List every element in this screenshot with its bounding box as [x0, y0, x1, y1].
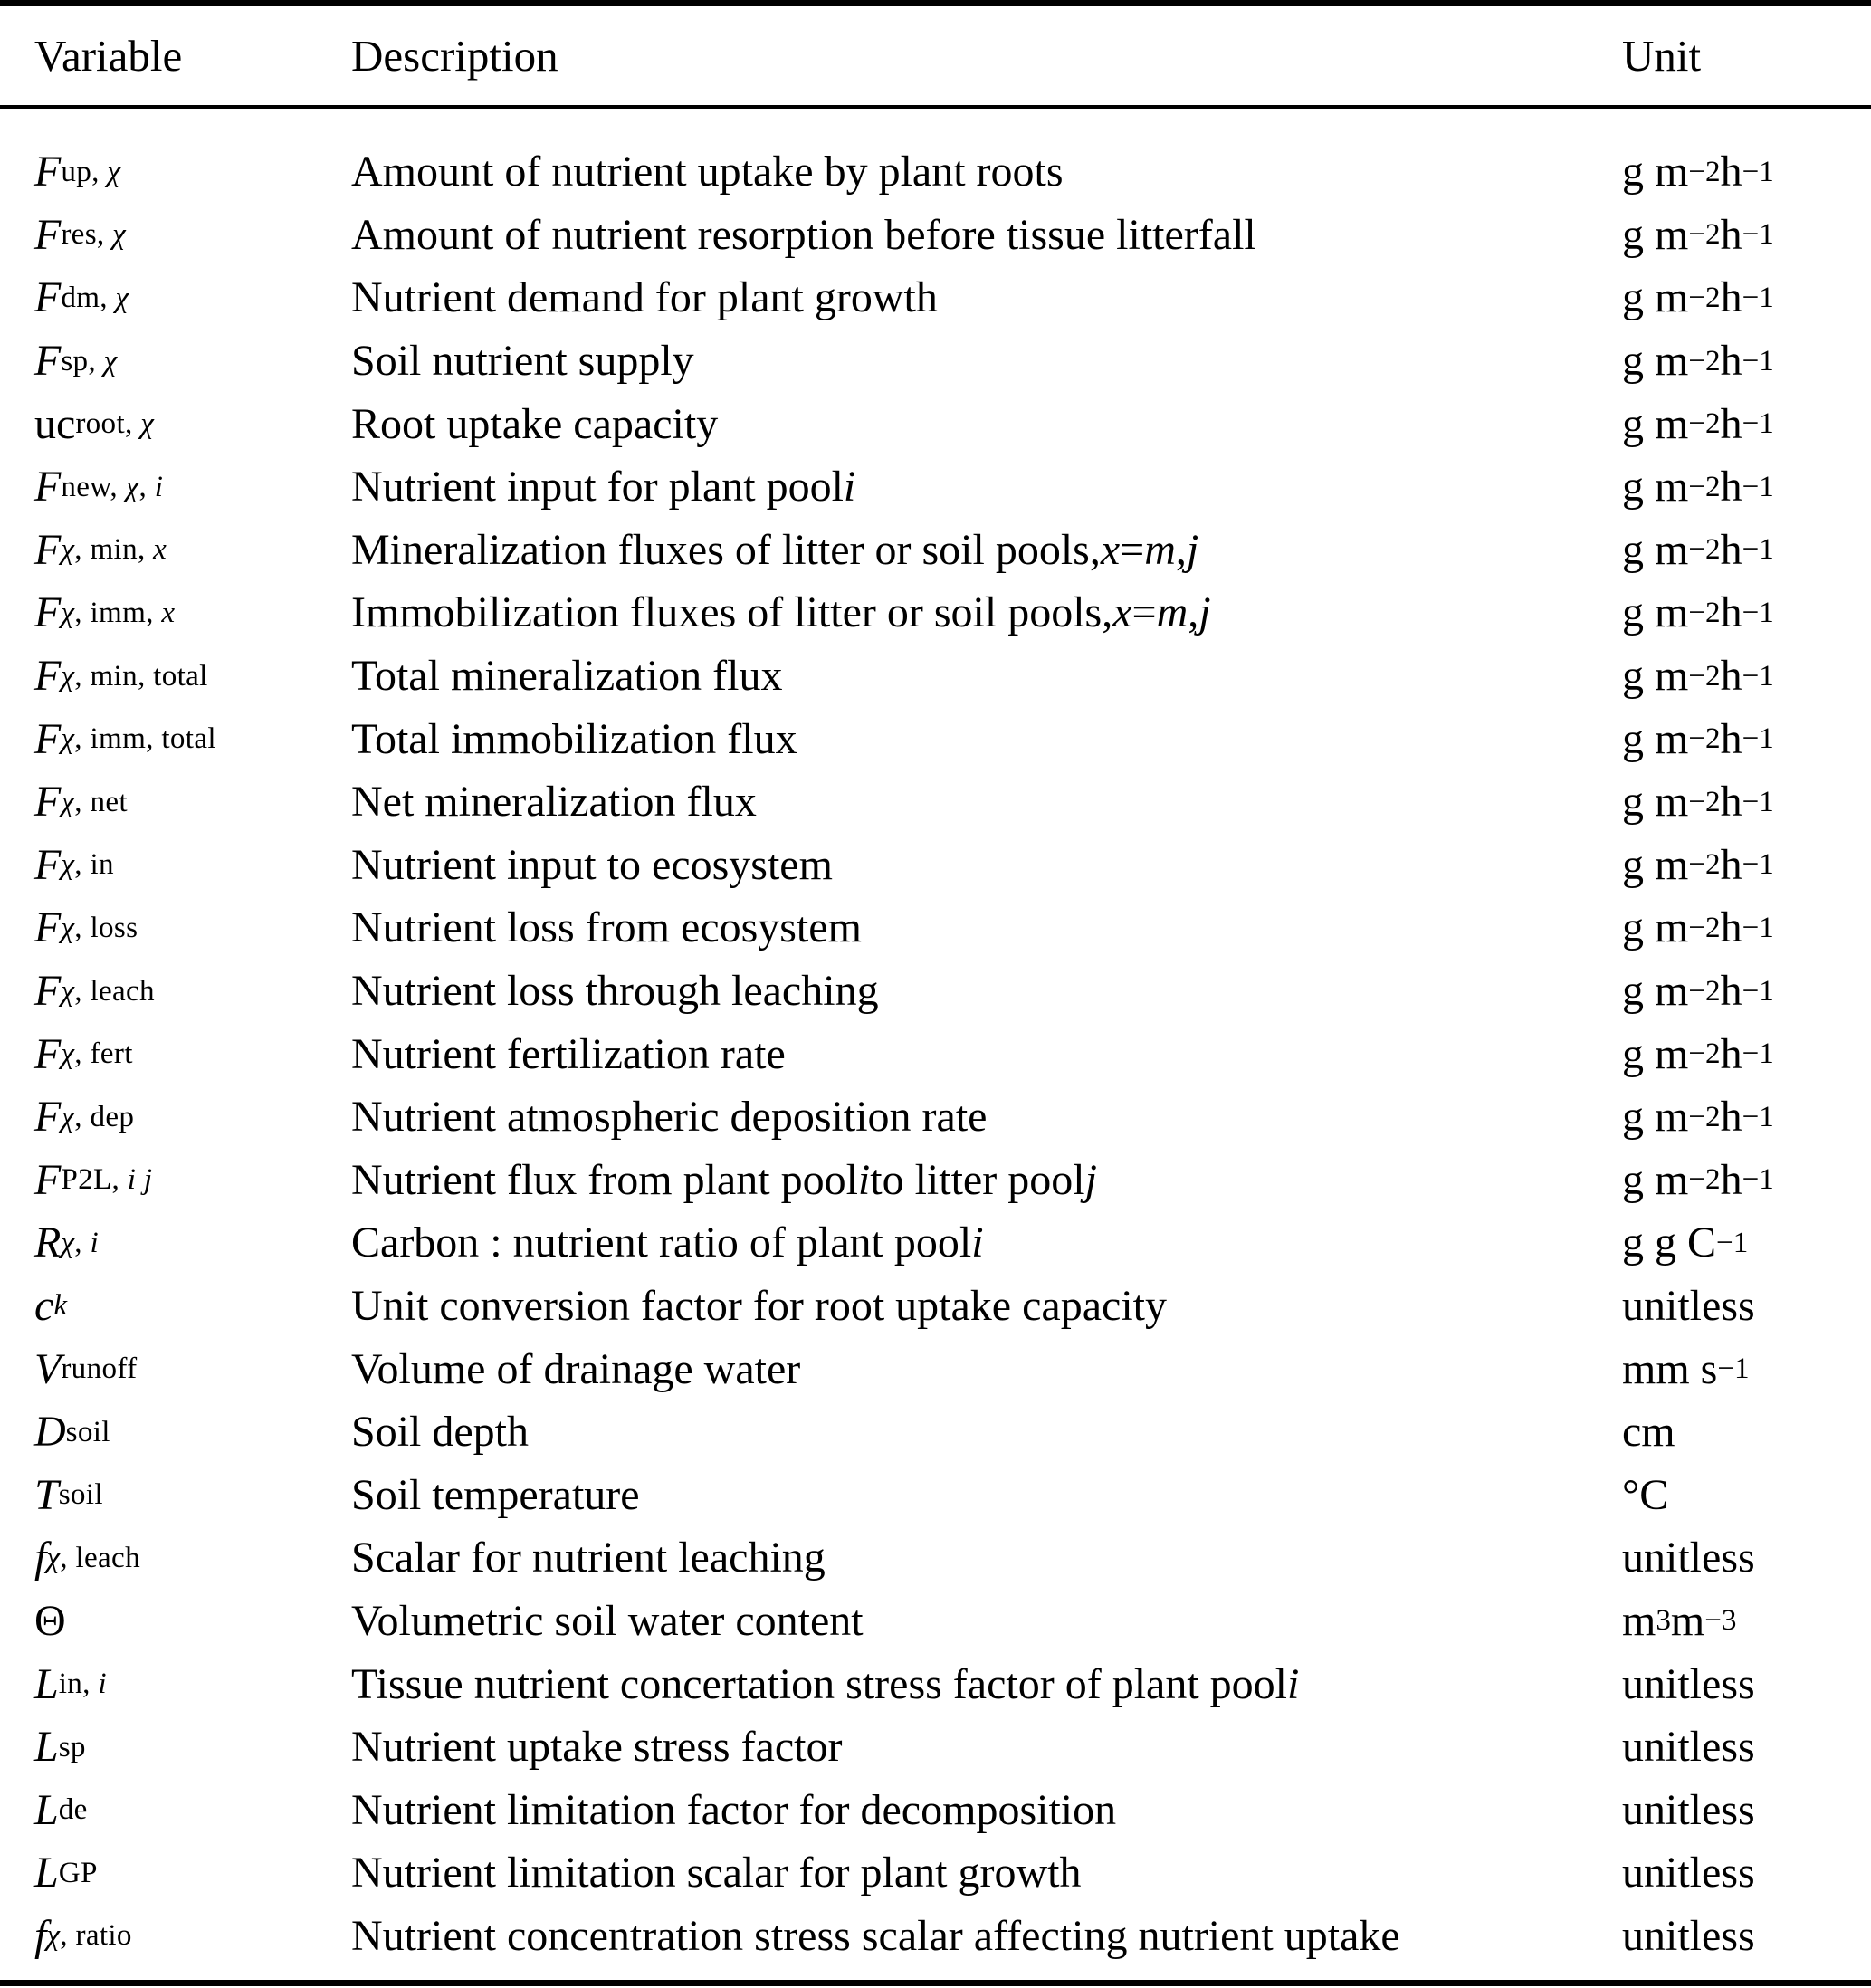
- table-row: [0, 581, 1871, 645]
- description-cell: Total immobilization flux: [351, 714, 797, 763]
- unit-cell: g m −2 h −1: [1622, 399, 1774, 448]
- unit-cell: mm s −1: [1622, 1344, 1750, 1393]
- description-cell: Net mineralization flux: [351, 778, 757, 827]
- description-cell: Nutrient loss through leaching: [351, 967, 879, 1016]
- variable-cell: F χ, min, x: [34, 525, 167, 574]
- unit-cell: cm: [1622, 1408, 1675, 1457]
- table-row: [0, 330, 1871, 393]
- variable-cell: uc root, χ: [34, 399, 155, 448]
- table-row: [0, 1716, 1871, 1779]
- table-row: [0, 1526, 1871, 1590]
- variable-cell: F χ, imm, x: [34, 588, 176, 637]
- variable-cell: F χ, min, total: [34, 652, 208, 701]
- variable-cell: F χ, fert: [34, 1029, 133, 1078]
- unit-cell: °C: [1622, 1470, 1669, 1519]
- variable-cell: L sp: [34, 1723, 86, 1772]
- description-cell: Total mineralization flux: [351, 652, 783, 701]
- table-row: [0, 1149, 1871, 1212]
- description-cell: Root uptake capacity: [351, 399, 719, 448]
- unit-cell: unitless: [1622, 1659, 1755, 1708]
- unit-cell: g m −2 h −1: [1622, 525, 1774, 574]
- table-row: [0, 1211, 1871, 1275]
- variable-cell: F up, χ: [34, 148, 121, 196]
- variable-cell: Θ: [34, 1596, 66, 1645]
- description-cell: Nutrient loss from ecosystem: [351, 903, 862, 952]
- column-header-description: Description: [351, 31, 558, 81]
- unit-cell: g m −2 h −1: [1622, 652, 1774, 701]
- table-row: [0, 1905, 1871, 1968]
- variable-cell: F dm, χ: [34, 273, 129, 322]
- variable-cell: F res, χ: [34, 210, 127, 259]
- table-row: [0, 896, 1871, 960]
- unit-cell: g m −2 h −1: [1622, 463, 1774, 511]
- description-cell: Soil temperature: [351, 1470, 640, 1519]
- table-row: [0, 1022, 1871, 1085]
- unit-cell: unitless: [1622, 1723, 1755, 1772]
- variable-cell: F P2L, i j: [34, 1155, 153, 1204]
- description-cell: Nutrient fertilization rate: [351, 1029, 786, 1078]
- variable-cell: c k: [34, 1281, 68, 1330]
- description-cell: Nutrient input for plant pool i: [351, 463, 856, 511]
- table-top-rule: [0, 0, 1871, 6]
- description-cell: Nutrient limitation factor for decomposition: [351, 1785, 1117, 1834]
- description-cell: Nutrient atmospheric deposition rate: [351, 1093, 988, 1142]
- table-row: [0, 1590, 1871, 1653]
- column-header-unit: Unit: [1622, 31, 1702, 81]
- table-header-rule: [0, 105, 1871, 109]
- table-row: [0, 1841, 1871, 1905]
- table-row: [0, 266, 1871, 330]
- unit-cell: unitless: [1622, 1911, 1755, 1960]
- table-row: [0, 1275, 1871, 1338]
- description-cell: Nutrient input to ecosystem: [351, 840, 833, 889]
- table-row: [0, 770, 1871, 834]
- table-row: [0, 834, 1871, 897]
- variable-cell: R χ, i: [34, 1219, 99, 1267]
- table-bottom-rule: [0, 1980, 1871, 1986]
- unit-cell: g m −2 h −1: [1622, 714, 1774, 763]
- description-cell: Immobilization fluxes of litter or soil pools, x = m , j: [351, 588, 1211, 637]
- variable-cell: L in, i: [34, 1659, 107, 1708]
- unit-cell: g m −2 h −1: [1622, 273, 1774, 322]
- unit-cell: g m −2 h −1: [1622, 337, 1774, 386]
- variable-cell: f χ, ratio: [34, 1911, 132, 1960]
- unit-cell: unitless: [1622, 1785, 1755, 1834]
- variable-cell: D soil: [34, 1408, 110, 1457]
- table-row: [0, 1652, 1871, 1716]
- table-row: [0, 960, 1871, 1023]
- unit-cell: g m −2 h −1: [1622, 1155, 1774, 1204]
- description-cell: Volumetric soil water content: [351, 1596, 864, 1645]
- unit-cell: unitless: [1622, 1534, 1755, 1582]
- table-row: [0, 1337, 1871, 1400]
- variable-cell: F χ, imm, total: [34, 714, 216, 763]
- unit-cell: g m −2 h −1: [1622, 1093, 1774, 1142]
- unit-cell: g g C −1: [1622, 1219, 1749, 1267]
- description-cell: Tissue nutrient concertation stress factor of plant pool i: [351, 1659, 1300, 1708]
- table-row: [0, 519, 1871, 582]
- unit-cell: g m −2 h −1: [1622, 148, 1774, 196]
- variable-cell: F χ, leach: [34, 967, 155, 1016]
- variable-cell: f χ, leach: [34, 1534, 140, 1582]
- variable-cell: F χ, net: [34, 778, 128, 827]
- description-cell: Soil nutrient supply: [351, 337, 694, 386]
- table-body: [0, 140, 1871, 1967]
- description-cell: Nutrient uptake stress factor: [351, 1723, 843, 1772]
- table-row: [0, 1778, 1871, 1841]
- description-cell: Unit conversion factor for root uptake capacity: [351, 1281, 1167, 1330]
- table-row: [0, 1400, 1871, 1464]
- table-row: [0, 1463, 1871, 1526]
- description-cell: Amount of nutrient uptake by plant roots: [351, 148, 1064, 196]
- variable-cell: T soil: [34, 1470, 103, 1519]
- table-row: [0, 1085, 1871, 1149]
- unit-cell: g m −2 h −1: [1622, 210, 1774, 259]
- unit-cell: g m −2 h −1: [1622, 1029, 1774, 1078]
- column-header-variable: Variable: [34, 31, 183, 81]
- table-row: [0, 204, 1871, 267]
- unit-cell: g m −2 h −1: [1622, 903, 1774, 952]
- description-cell: Nutrient flux from plant pool i to litter pool j: [351, 1155, 1097, 1204]
- description-cell: Nutrient concentration stress scalar affecting nutrient uptake: [351, 1911, 1400, 1960]
- variable-cell: L GP: [34, 1849, 98, 1897]
- description-cell: Amount of nutrient resorption before tissue litterfall: [351, 210, 1256, 259]
- unit-cell: unitless: [1622, 1281, 1755, 1330]
- variable-cell: V runoff: [34, 1344, 138, 1393]
- unit-cell: unitless: [1622, 1849, 1755, 1897]
- variable-cell: L de: [34, 1785, 88, 1834]
- unit-cell: g m −2 h −1: [1622, 778, 1774, 827]
- variable-cell: F χ, in: [34, 840, 114, 889]
- description-cell: Nutrient limitation scalar for plant growth: [351, 1849, 1082, 1897]
- description-cell: Volume of drainage water: [351, 1344, 801, 1393]
- unit-cell: g m −2 h −1: [1622, 967, 1774, 1016]
- unit-cell: g m −2 h −1: [1622, 840, 1774, 889]
- description-cell: Scalar for nutrient leaching: [351, 1534, 826, 1582]
- table-row: [0, 707, 1871, 770]
- variable-cell: F χ, dep: [34, 1093, 135, 1142]
- table-header-row: [0, 6, 1871, 105]
- table-row: [0, 140, 1871, 204]
- description-cell: Soil depth: [351, 1408, 530, 1457]
- variable-cell: F χ, loss: [34, 903, 138, 952]
- unit-cell: m 3 m −3: [1622, 1596, 1737, 1645]
- table-row: [0, 455, 1871, 519]
- variable-cell: F sp, χ: [34, 337, 118, 386]
- table-row: [0, 645, 1871, 708]
- description-cell: Mineralization fluxes of litter or soil pools, x = m , j: [351, 525, 1199, 574]
- description-cell: Nutrient demand for plant growth: [351, 273, 938, 322]
- description-cell: Carbon : nutrient ratio of plant pool i: [351, 1219, 984, 1267]
- table-row: [0, 392, 1871, 455]
- variable-cell: F new, χ, i: [34, 463, 164, 511]
- unit-cell: g m −2 h −1: [1622, 588, 1774, 637]
